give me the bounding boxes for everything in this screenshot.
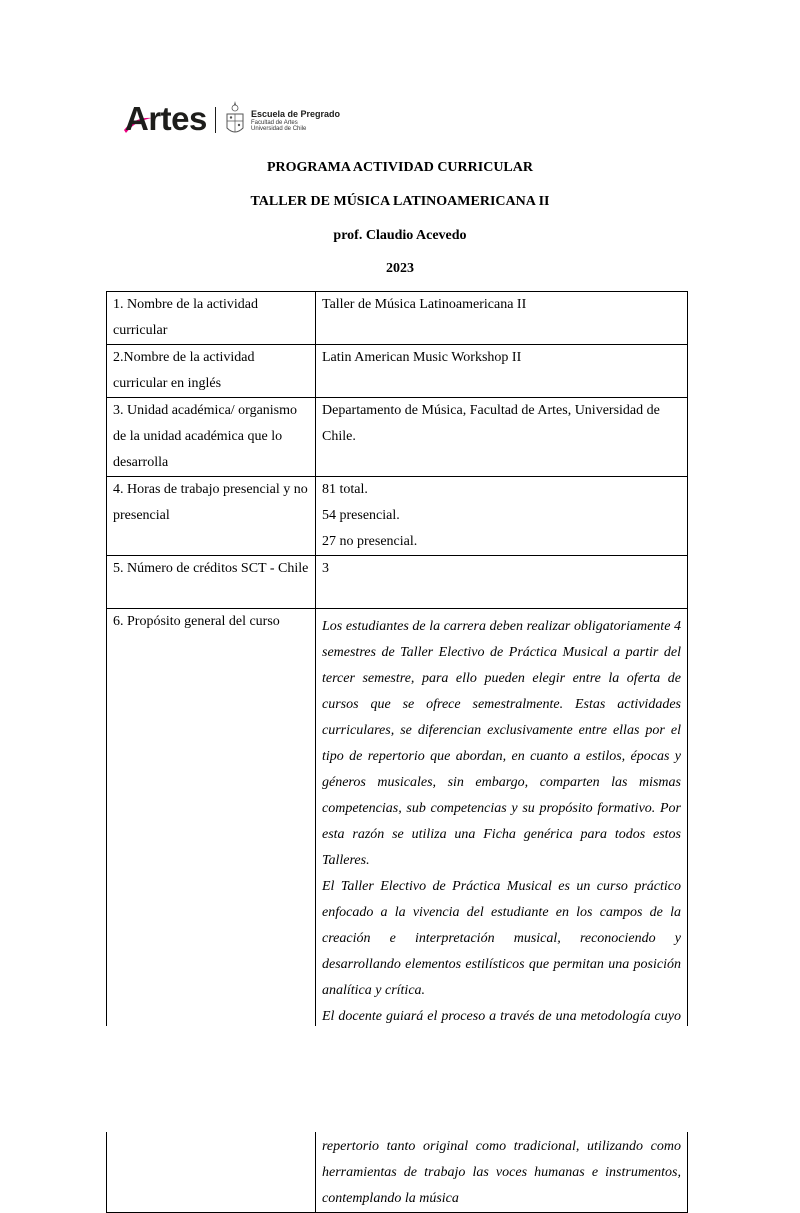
row-value: 3 [316,556,688,609]
row-value: Departamento de Música, Facultad de Artes, Universidad de Chile. [316,398,688,477]
row-label: 3. Unidad académica/ organismo de la unidad académica que lo desarrolla [107,398,316,477]
professor-heading: prof. Claudio Acevedo [333,228,467,243]
university-crest-icon [223,100,247,138]
hours-no-presencial: 27 no presencial. [322,534,418,549]
table-row [107,292,688,345]
artes-logo [125,99,365,143]
table-row [107,477,688,556]
logo-separator [215,107,216,133]
row-value: Latin American Music Workshop II [316,345,688,398]
row-label: 6. Propósito general del curso [107,609,316,1213]
table-row [107,556,688,609]
row-value [316,477,688,556]
logo-school-name: Escuela de Pregrado [251,109,341,119]
course-title-heading: TALLER DE MÚSICA LATINOAMERICANA II [250,194,550,209]
purpose-paragraph: Los estudiantes de la carrera deben realizar obligatoriamente 4 semestres de Taller Electivo de Práctica Musical a partir del tercer semestre, para ello pueden elegir entre la oferta de cursos que se ofrece semestralmente. Estas actividades curriculares, se diferencian exclusivamente entre ellas por el tipo de repertorio que abordan, en cuanto a estilos, épocas y géneros musicales, sin embargo, comparten las mismas competencias, sub competencias y su propósito formativo. Por esta razón se utiliza una Ficha genérica para todos estos Talleres. [322,619,681,868]
row-value: Taller de Música Latinoamericana II [316,292,688,345]
purpose-paragraph: El docente guiará el proceso a través de una metodología cuyo repertorio tanto original como tradicional, utilizando como herramientas de trabajo las voces humanas e instrumentos, contemplando la música [322,1009,681,1206]
hours-total: 81 total. [322,482,368,497]
row-label: 5. Número de créditos SCT - Chile [107,556,316,609]
row-label: 1. Nombre de la actividad curricular [107,292,316,345]
row-label: 4. Horas de trabajo presencial y no presencial [107,477,316,556]
logo-brand-text: Artes [125,100,207,137]
year-heading: 2023 [386,261,414,276]
page-bottom-margin [0,1026,800,1132]
logo-school-block [251,110,340,132]
hours-presencial: 54 presencial. [322,508,400,523]
doc-type-heading: PROGRAMA ACTIVIDAD CURRICULAR [266,160,533,175]
row-label: 2.Nombre de la actividad curricular en inglés [107,345,316,398]
table-row [107,398,688,477]
table-row [107,345,688,398]
logo-faculty-name: Facultad de Artes [251,120,298,126]
purpose-paragraph: El Taller Electivo de Práctica Musical es un curso práctico enfocado a la vivencia del estudiante en los campos de la creación e interpretación musical, reconociendo y desarrollando elementos estilísticos que permitan una posición analítica y crítica. [322,879,681,998]
logo-university-name: Universidad de Chile [251,126,307,132]
